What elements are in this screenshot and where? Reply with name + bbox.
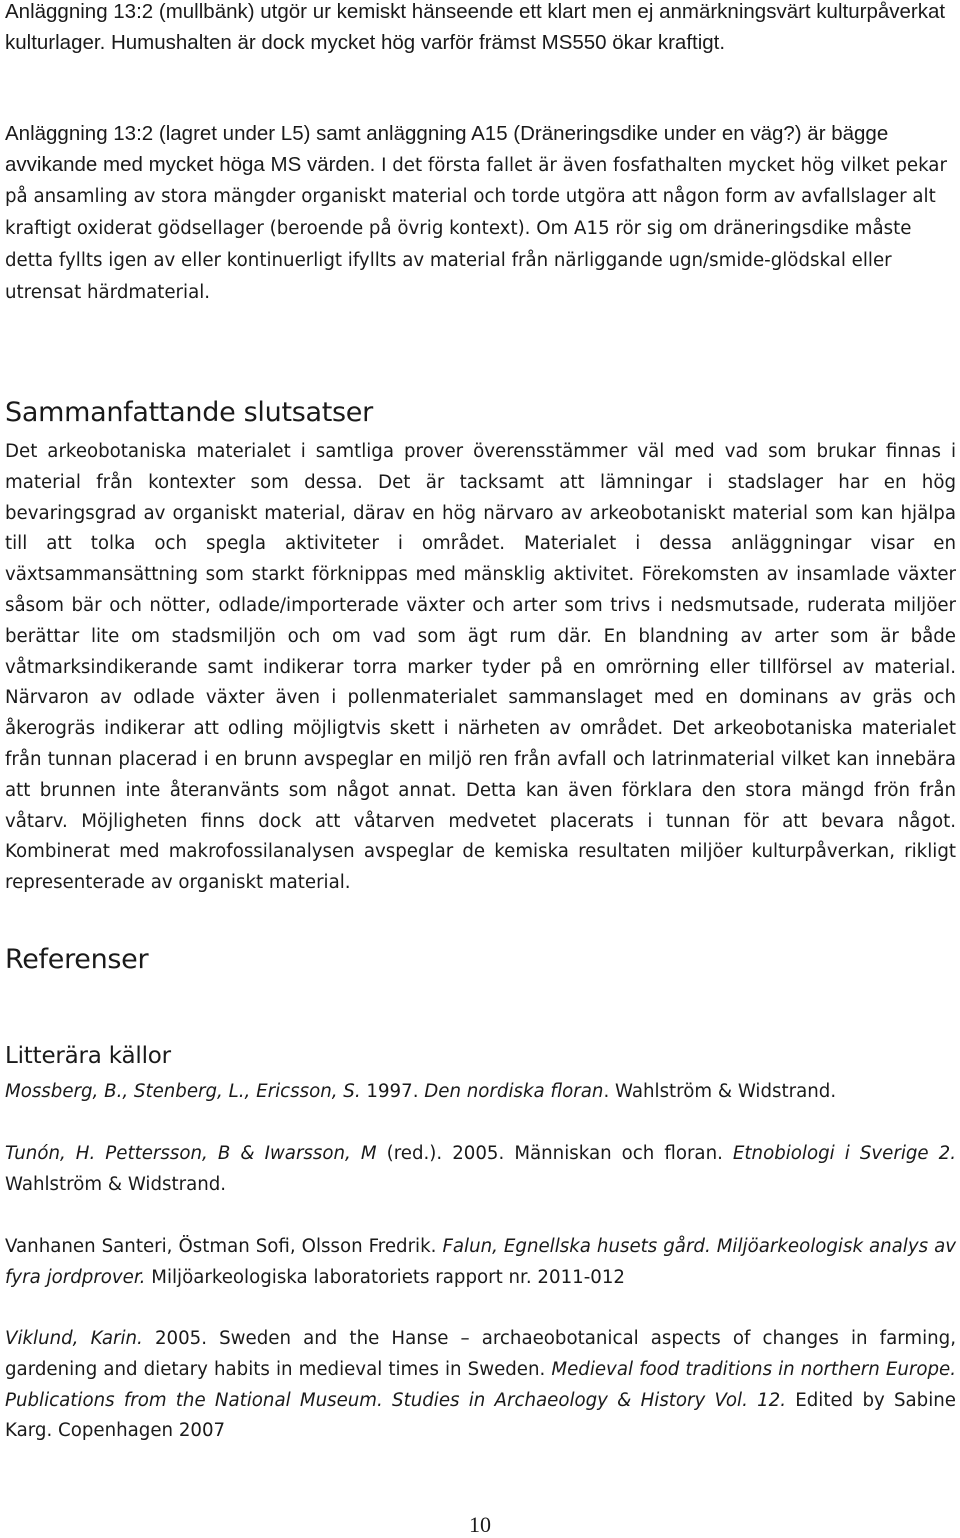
reference-rest: Wahlström & Widstrand. [5,1173,227,1195]
reference-year: 1997. [360,1081,425,1102]
reference-item [5,1324,956,1447]
reference-authors: Viklund, Karin. [5,1328,143,1349]
references-heading: Referenser [5,944,149,975]
summary-body: Det arkeobotaniska materialet i samtliga prover överensstämmer väl med vad som brukar finnas i material från kontexter som dessa. Det är tacksamt att lämningar i stadslager har en hög bevaringsgrad av organiskt material, därav en hög närvaro av arkeobotaniskt material som kan hjälpa till att tolka och spegla aktiviteter i området. Materialet i dessa anläggningar visar en växtsammansättning som starkt förknippas med mänsklig aktivitet. Förekomsten av insamlade växter såsom bär och nötter, odlade/importerade växter och arter som trivs i nedsmutsade, ruderata miljöer berättar lite om stadsmiljön och om vad som ägt rum där. En blandning av arter som är både våtmarksindikerande samt indikerar torra marker tyder på en omrörning eller tillförsel av material. Närvaron av odlade växter även i pollenmaterialet sammanslaget med en dominans av gräs och åkerogräs indikerar att odling möjligtvis skett i närheten av området. Det arkeobotaniska materialet från tunnan placerad i en brunn avspeglar en miljö ren från avfall och latrinmaterial vilket kan innebära att brunnen inte återanvänts som något annat. Detta kan även förklara den stora mängd frön från våtarv. Möjligheten finns dock att våtarven medvetet placerats i tunnan för att bevara något. Kombinerat med makrofossilanalysen avspeglar de kemiska resultaten miljöer kulturpåverkan, rikligt representerade av organiskt material. [5,441,956,894]
intro-paragraph-2-start: Anläggning 13:2 (lagret under L5) samt anläggning A15 (Dräneringsdike under en väg?) är bägge avvikande med mycket höga MS värden. [5,122,889,176]
intro-paragraph-1: Anläggning 13:2 (mullbänk) utgör ur kemiskt hänseende ett klart men ej anmärkningsvärt kulturpåverkat kulturlager. Humushalten är dock mycket hög varför främst MS550 ökar kraftigt. [5,0,946,54]
intro-paragraph-2-rest: I det första fallet är även fosfathalten mycket hög vilket pekar på ansamling av stora mängder organiskt material och torde utgöra att någon form av avfallslager alt kraftigt oxiderat gödsellager (beroende på övrig kontext). Om A15 rör sig om dräneringsdike måste detta fyllts igen av eller kontinuerligt ifyllts av material från närliggande ugn/smide-glödskal eller utrensat härdmaterial. [5,154,947,303]
reference-rest: . Wahlström & Widstrand. [603,1081,837,1102]
summary-heading: Sammanfattande slutsatser [5,397,373,428]
references-subheading: Litterära källor [5,1043,171,1069]
reference-year: (red.). 2005. Människan och floran. [376,1143,733,1164]
reference-item [5,1077,956,1108]
intro-paragraph-2 [5,119,956,308]
reference-rest: Miljöarkeologiska laboratoriets rapport nr. 2011-012 [145,1266,625,1288]
reference-year: 2005. Sweden and the Hanse – archaeobotanical aspects of changes in farming, gardening and dietary habits in medieval times in Sweden. [5,1328,956,1380]
reference-title: Medieval food traditions in northern Europe. Publications from the National Museum. Studies in Archaeology & History Vol. 12. [5,1358,956,1411]
reference-title: Etnobiologi i Sverige 2. [732,1143,956,1164]
reference-item [5,1232,956,1294]
page-number: 10 [469,1512,491,1537]
reference-authors: Tunón, H. Pettersson, B & Iwarsson, M [5,1143,377,1164]
reference-title: Den nordiska floran [424,1081,604,1102]
reference-authors: Mossberg, B., Stenberg, L., Ericsson, S. [5,1081,361,1102]
reference-authors: Vanhanen Santeri, Östman Sofi, Olsson Fredrik. [5,1236,443,1257]
reference-title: Falun, Egnellska husets gård. Miljöarkeologisk analys av fyra jordprover. [5,1236,956,1288]
reference-rest: Edited by Sabine Karg. Copenhagen 2007 [5,1389,956,1442]
reference-item [5,1139,956,1201]
